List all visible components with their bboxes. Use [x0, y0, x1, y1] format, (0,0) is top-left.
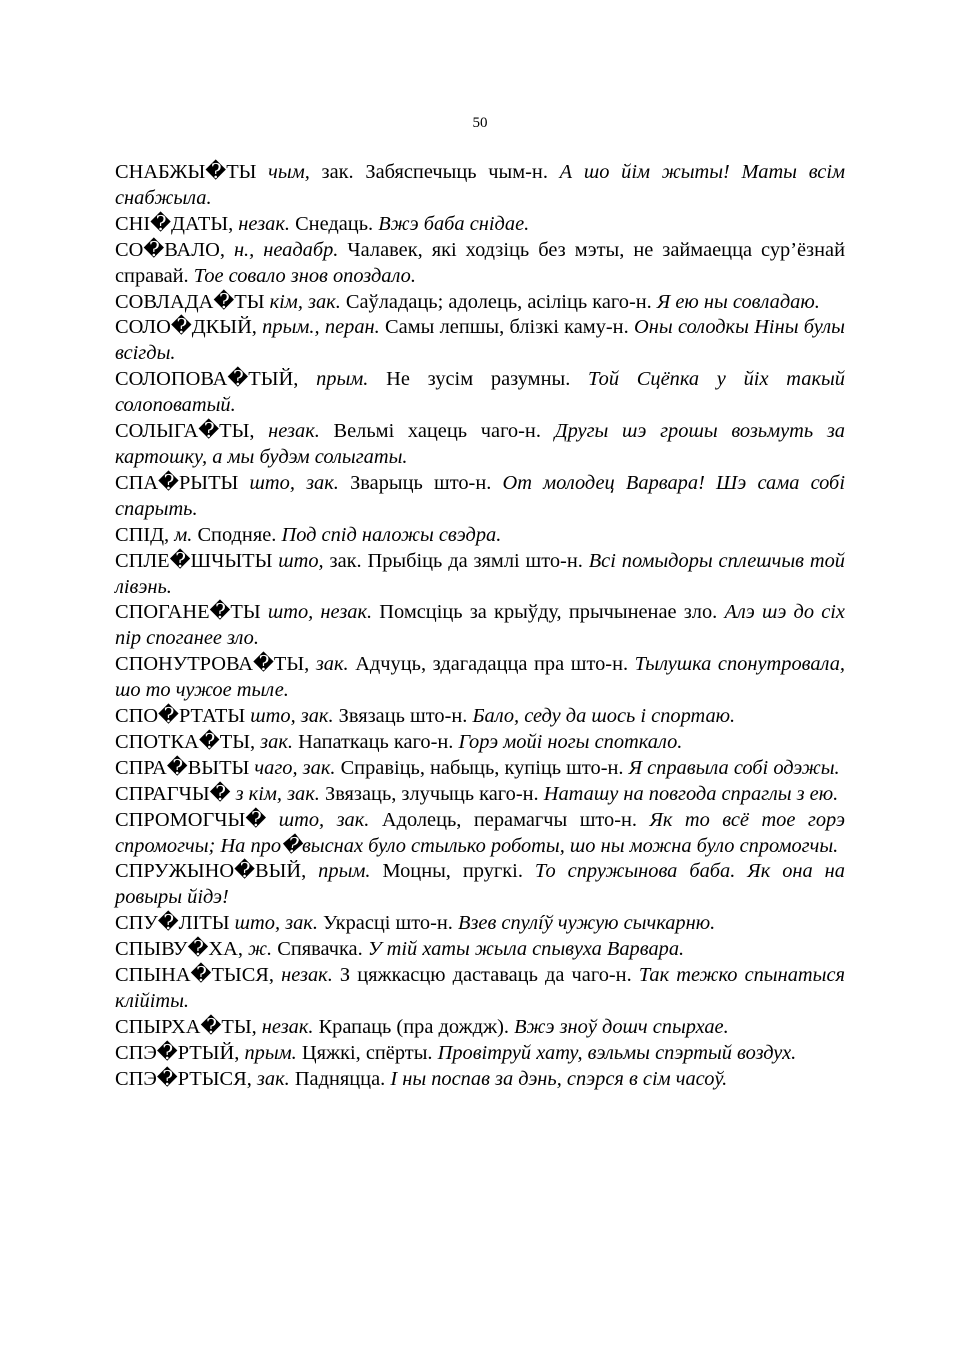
grammar-note: зак. [251, 1067, 290, 1090]
example: От молодец Варвара! Шэ сама собі спарыть. [115, 471, 845, 520]
headword: СПОТКА�ТЫ, [115, 730, 256, 753]
dictionary-entry [115, 1067, 845, 1093]
headword: СПОНУТРОВА�ТЫ, [115, 653, 310, 676]
dictionary-entries [115, 160, 845, 1093]
definition: Справіць, набыць, купіць што-н. [335, 756, 629, 779]
example: Так тежко спынатыся клійіты. [115, 964, 845, 1012]
example: Оны солодкы Ніны булы всігды. [115, 316, 845, 365]
definition: Зварыць што-н. [338, 471, 503, 494]
grammar-note: м. [169, 523, 193, 546]
grammar-note: ж. [242, 938, 273, 961]
headword: СПІД, [115, 523, 170, 546]
example: Як то всё тое горэ спромогчы; На про�выснах було стылько роботы, шо ны можна було спромогчы. [115, 808, 845, 857]
example: І ны поспав за дэнь, спэрся в сім часоў. [390, 1067, 728, 1090]
grammar-note: прым. [298, 368, 369, 391]
definition: Саўладаць; адолець, асіліць каго-н. [340, 290, 657, 313]
example: Вжэ баба снідае. [378, 212, 530, 235]
definition: Не зусім разумны. [368, 368, 589, 391]
example: Вжэ зноў дошч спырхае. [514, 1015, 729, 1038]
grammar-note: зак. [255, 730, 293, 753]
headword: СОЛО�ДКЫЙ, [115, 316, 257, 339]
headword: СПРОМОГЧЫ� [115, 808, 267, 831]
headword: СПЭ�РТЫЙ, [115, 1041, 240, 1064]
definition: зак. Забяспечыць чым-н. [309, 161, 560, 183]
example: Я ею ны совладаю. [656, 290, 820, 313]
dictionary-entry [115, 1041, 845, 1067]
headword: СПЫНА�ТЫСЯ, [115, 964, 275, 987]
dictionary-entry [115, 782, 845, 808]
example: Горэ мойі ногы споткало. [458, 730, 683, 753]
definition: Напаткаць каго-н. [292, 730, 459, 753]
grammar-note: што, зак. [229, 912, 318, 935]
dictionary-entry [115, 290, 845, 316]
headword: СПУ�ЛІТЫ [115, 912, 230, 935]
definition: Самы лепшы, блізкі каму-н. [379, 316, 634, 339]
example: Взев спулíў чужую сычкарню. [458, 912, 716, 935]
definition: зак. Прыбіць да зямлі што-н. [323, 549, 589, 572]
dictionary-entry [115, 549, 845, 601]
grammar-note: што, зак. [266, 808, 370, 831]
definition: Крапаць (пра дождж). [313, 1015, 515, 1038]
grammar-note: незак. [233, 212, 290, 235]
headword: СПЫРХА�ТЫ, [115, 1015, 257, 1038]
example: У тій хаты жыла спывуха Варвара. [367, 938, 685, 961]
headword: СПРА�ВЫТЫ [115, 756, 250, 779]
headword: СОВЛАДА�ТЫ [115, 290, 265, 313]
grammar-note: чаго, зак. [249, 756, 336, 779]
dictionary-entry [115, 367, 845, 419]
definition: Украсці што-н. [317, 912, 458, 935]
definition: Моцны, пругкі. [370, 860, 535, 883]
definition: Падняцца. [289, 1067, 391, 1090]
definition: З цяжкасцю даставаць да чаго-н. [332, 964, 639, 987]
definition: Спявачка. [272, 938, 368, 961]
example: Бало, седу да шось і спортаю. [472, 705, 736, 728]
headword: СНАБЖЫ�ТЫ [115, 161, 257, 183]
headword: СОЛОПОВА�ТЫЙ, [115, 368, 299, 391]
grammar-note: што, зак. [238, 471, 339, 494]
example: Всі помыдоры сплешчыв той лівэнь. [115, 549, 845, 598]
headword: СПРУЖЫНО�ВЫЙ, [115, 860, 307, 883]
page-number: 50 [472, 115, 488, 131]
headword: СПЭ�РТЫСЯ, [115, 1067, 252, 1090]
headword: СПОГАНЕ�ТЫ [115, 601, 261, 624]
example: Я справыла собі одэжы. [628, 756, 840, 779]
example: Наташу на повгода спраглы з ею. [543, 782, 839, 805]
dictionary-entry [115, 523, 845, 549]
example: Провітруй хату, вэльмы спэртый воздух. [437, 1041, 797, 1064]
definition: Чалавек, які ходзіць без мэты, не займаецца сур’ёзнай справай. [115, 238, 845, 287]
example: Другы шэ грошы возьмуть за картошку, а мы будэм солыгаты. [115, 420, 845, 468]
grammar-note: незак. [274, 964, 333, 987]
example: А шо йім жыты! Маты всім снабжыла. [115, 161, 846, 209]
definition: Адолець, перамагчы што-н. [369, 808, 650, 831]
definition: Адчуць, здагадацца пра што-н. [348, 653, 635, 676]
grammar-note: зак. [309, 653, 349, 676]
headword: СОЛЫГА�ТЫ, [115, 420, 255, 443]
definition: Звязаць што-н. [333, 705, 473, 728]
dictionary-entry [115, 808, 845, 860]
headword: СПЫВУ�ХА, [115, 938, 243, 961]
dictionary-entry [115, 160, 845, 212]
dictionary-entry [115, 704, 845, 730]
definition: Звязаць, злучыць каго-н. [319, 782, 544, 805]
dictionary-entry [115, 212, 845, 238]
dictionary-entry [115, 730, 845, 756]
definition: Сподняе. [192, 523, 282, 546]
dictionary-entry [115, 238, 845, 290]
grammar-note: што, незак. [260, 601, 373, 624]
grammar-note: што, зак. [245, 705, 334, 728]
grammar-note: што, [272, 549, 324, 572]
example: Алэ шэ до сіх пір споганее зло. [115, 601, 845, 650]
headword: СПО�РТАТЫ [115, 705, 246, 728]
dictionary-entry [115, 1015, 845, 1041]
headword: СНІ�ДАТЫ, [115, 212, 234, 235]
grammar-note: чым, [256, 161, 310, 183]
grammar-note: незак. [254, 420, 320, 443]
grammar-note: прым. [306, 860, 371, 883]
dictionary-entry [115, 471, 845, 523]
dictionary-entry [115, 652, 845, 704]
example: Тылушка спонутровала, шо то чужое тыле. [115, 653, 845, 702]
headword: СПЛЕ�ШЧЫТЫ [115, 549, 273, 572]
dictionary-entry [115, 911, 845, 937]
definition: Вельмі хацець чаго-н. [319, 420, 555, 443]
grammar-note: кім, зак. [264, 290, 341, 313]
dictionary-entry [115, 756, 845, 782]
grammar-note: н., неадабр. [224, 238, 339, 261]
grammar-note: прым. [239, 1041, 297, 1064]
example: Той Сцёпка у йіх такый солоповатый. [115, 368, 845, 417]
dictionary-entry [115, 419, 845, 471]
dictionary-entry [115, 315, 845, 367]
dictionary-entry [115, 859, 845, 911]
dictionary-entry [115, 963, 845, 1015]
headword: СО�ВАЛО, [115, 238, 225, 261]
grammar-note: з кім, зак. [230, 782, 320, 805]
dictionary-entry [115, 600, 845, 652]
dictionary-entry [115, 937, 845, 963]
definition: Цяжкі, спёрты. [296, 1041, 438, 1064]
definition: Помсціць за крыўду, прычыненае зло. [372, 601, 725, 624]
example: Под спід наложы свэдра. [281, 523, 502, 546]
grammar-note: незак. [256, 1015, 314, 1038]
example: То спружынова баба. Як она на ровыры йідэ! [115, 860, 845, 909]
definition: Снедаць. [289, 212, 379, 235]
headword: СПРАГЧЫ� [115, 782, 231, 805]
grammar-note: прым., перан. [256, 316, 380, 339]
example: Тое совало знов опоздало. [193, 264, 416, 287]
headword: СПА�РЫТЫ [115, 471, 239, 494]
